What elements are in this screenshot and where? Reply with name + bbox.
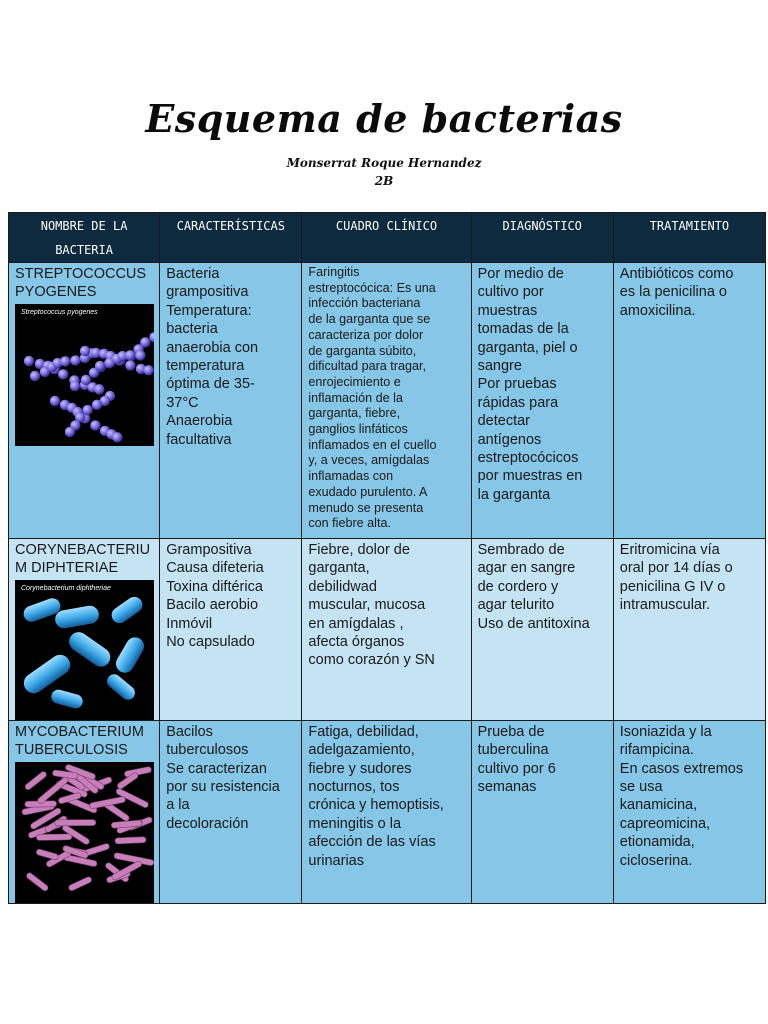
treatment-cell: Antibióticos como es la penicilina o amoxicilina.: [613, 263, 765, 539]
characteristics-cell: Bacilos tuberculosos Se caracterizan por su resistencia a la decoloración: [160, 720, 302, 903]
clinical-cell: Fiebre, dolor de garganta, debilidwad muscular, mucosa en amígdalas , afecta órganos como corazón y SN: [302, 539, 471, 721]
document-title: Esquema de bacterias: [145, 96, 623, 141]
bacteria-table: [8, 212, 766, 904]
column-header-characteristics: CARACTERÍSTICAS: [160, 213, 302, 263]
table-header-row: [9, 213, 766, 263]
bacteria-name-cell: [9, 539, 160, 721]
bacteria-name-cell: [9, 263, 160, 539]
mycobacterium-image: [15, 762, 154, 903]
column-header-name: NOMBRE DE LA BACTERIA: [9, 213, 160, 263]
table-row: [9, 720, 766, 903]
column-header-treatment: TRATAMIENTO: [613, 213, 765, 263]
diagnosis-cell: Por medio de cultivo por muestras tomadas de la garganta, piel o sangre Por pruebas rápidas para detectar antígenos estreptocócicos por muestras en la garganta: [471, 263, 613, 539]
column-header-clinical: CUADRO CLÍNICO: [302, 213, 471, 263]
clinical-cell: Faringitis estreptocócica: Es una infección bacteriana de la garganta que se caracteriza por dolor de garganta súbito, dificultad para tragar, enrojecimiento e inflamación de la garganta, fiebre, ganglios linfáticos inflamados en el cuello y, a veces, amígdalas inflamadas con exudado purulento. A menudo se presenta con fiebre alta.: [302, 263, 471, 539]
characteristics-cell: Bacteria grampositiva Temperatura: bacteria anaerobia con temperatura óptima de 35- 37°C Anaerobia facultativa: [160, 263, 302, 539]
group-label: 2B: [374, 174, 394, 188]
bacteria-name: MYCOBACTERIUM TUBERCULOSIS: [15, 723, 144, 759]
image-caption: Corynebacterium diphtheriae: [21, 584, 111, 592]
treatment-cell: Isoniazida y la rifampicina. En casos extremos se usa kanamicina, capreomicina, etionamida, cicloserina.: [613, 720, 765, 903]
image-caption: Streptococcus pyogenes: [21, 308, 98, 316]
clinical-cell: Fatiga, debilidad, adelgazamiento, fiebre y sudores nocturnos, tos crónica y hemoptisis, meningitis o la afección de las vías urinarias: [302, 720, 471, 903]
table-row: [9, 539, 766, 721]
diagnosis-cell: Sembrado de agar en sangre de cordero y agar telurito Uso de antitoxina: [471, 539, 613, 721]
characteristics-cell: Grampositiva Causa difeteria Toxina diftérica Bacilo aerobio Inmóvil No capsulado: [160, 539, 302, 721]
streptococcus-image: [15, 304, 154, 446]
bacteria-name-cell: [9, 720, 160, 903]
treatment-cell: Eritromicina vía oral por 14 días o penicilina G IV o intramuscular.: [613, 539, 765, 721]
diagnosis-cell: Prueba de tuberculina cultivo por 6 semanas: [471, 720, 613, 903]
corynebacterium-image: [15, 580, 154, 720]
column-header-diagnosis: DIAGNÓSTICO: [471, 213, 613, 263]
bacteria-name: CORYNEBACTERIU M DIPHTERIAE: [15, 542, 151, 577]
table-row: [9, 263, 766, 539]
author-name: Monserrat Roque Hernandez: [286, 156, 482, 170]
bacteria-name: STREPTOCOCCUS PYOGENES: [15, 266, 147, 301]
